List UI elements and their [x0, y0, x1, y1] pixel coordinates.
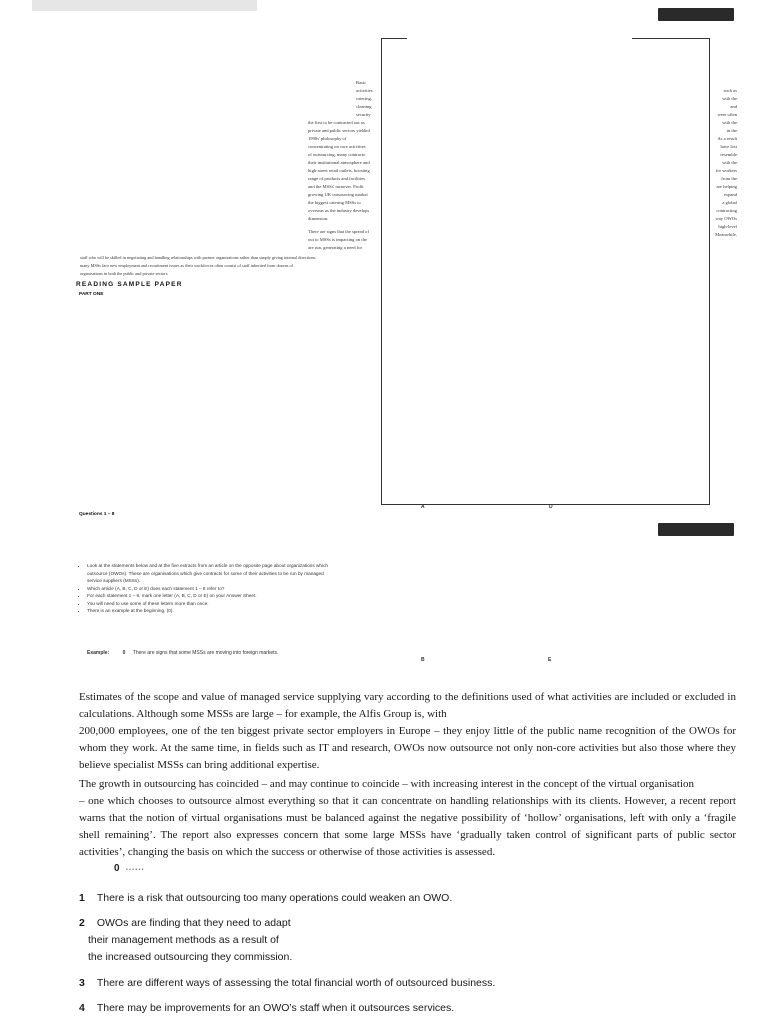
article-line: from the: [721, 176, 737, 181]
statement-number: 1: [79, 892, 85, 904]
middle-right-tab: [658, 523, 734, 536]
article-line: in the: [726, 128, 737, 133]
statement-text: There are different ways of assessing the total financial worth of outsourced business.: [96, 977, 496, 989]
article-line: their institutional atmosphere and: [308, 160, 370, 165]
main-article-text: [79, 689, 736, 861]
article-line: with the: [722, 160, 737, 165]
instruction-item: • Which article (A, B, C, D or E) does each statement 1 – 8 refer to?: [87, 585, 335, 593]
article-line: growing UK outsourcing market: [308, 192, 368, 197]
article-line: expand: [723, 192, 737, 197]
statement-1: [79, 890, 452, 907]
instruction-item: • You will need to use some of these letters more than once.: [87, 600, 335, 608]
article-line: and: [730, 104, 737, 109]
reading-title: READING SAMPLE PAPER: [76, 281, 183, 288]
statement-3: [79, 975, 495, 992]
statement-text: OWOs are finding that they need to adapt: [96, 917, 291, 929]
article-line: such as: [723, 88, 737, 93]
article-line: dimension.: [308, 216, 329, 221]
article-paragraph-2: [308, 228, 384, 252]
statement-text-cont: their management methods as a result of: [88, 934, 279, 946]
article-line: activities: [356, 88, 373, 93]
article-line: of outsourcing, many contracto: [308, 152, 366, 157]
statement-number: 4: [79, 1002, 85, 1014]
article-line: overseas as the industry develops: [308, 208, 370, 213]
article-line: security: [356, 112, 371, 117]
article-line: private and public sectors yielded: [308, 128, 370, 133]
frame-label-b: B: [421, 657, 425, 663]
article-line: staff who will be skilled in negotiating and handling relationships with partner organisations rather than simply giving internal directions.: [80, 255, 317, 260]
frame-label-a: A: [421, 504, 425, 510]
example-label: Example:: [87, 650, 110, 656]
part-label: PART ONE: [79, 292, 104, 297]
instruction-item: • Look at the statements below and at the five extracts from an article on the opposite page about organizations which outsource (OWOs). These are organisations which give contracts for some of their activities to be run by managed service suppliers (MSSs).: [87, 562, 335, 585]
article-line: for workers: [715, 168, 737, 173]
article-line: cleaning: [356, 104, 372, 109]
instructions-list: [79, 562, 335, 615]
article-line: way OWOs: [715, 216, 737, 221]
article-paragraph: Estimates of the scope and value of managed service supplying vary according to the definitions used of what activities are included or excluded in calculations. Although some MSSs are large – for example, the Alfis Group is, with: [79, 691, 736, 720]
article-line: contracting: [716, 208, 737, 213]
instruction-item: • For each statement 1 – 8, mark one letter (A, B, C, D or E) on your Answer Sheet.: [87, 592, 335, 600]
answer-dots: • • • • • •: [126, 867, 144, 873]
example-row: [87, 650, 278, 656]
example-text: There are signs that some MSSs are moving into foreign markets.: [132, 650, 279, 656]
article-line: resemble: [720, 152, 737, 157]
answer-marker: [114, 858, 143, 876]
statement-number: 2: [79, 917, 85, 929]
article-frame: [381, 38, 710, 505]
answer-number: 0: [114, 863, 120, 874]
article-line: with the: [722, 96, 737, 101]
article-line: 1990s' philosophy of: [308, 136, 347, 141]
article-line: concentrating on core activities: [308, 144, 366, 149]
statement-text: There may be improvements for an OWO’s staff when it outsources services.: [96, 1002, 455, 1014]
article-line: the biggest catering MSSs to: [308, 200, 361, 205]
article-line: Meanwhile,: [715, 232, 737, 237]
article-line: Basic: [356, 80, 367, 85]
top-right-tab: [658, 8, 734, 21]
article-paragraph-1: [308, 119, 384, 223]
article-line: range of products and facilities: [308, 176, 365, 181]
article-paragraph: 200,000 employees, one of the ten biggest private sector employers in Europe – they enjoy little of the public name recognition of the OWOs for whom they work. At the same time, in fields such as IT and research, OWOs now outsource not only non-core activities but also those where they believe specialist MSSs can bring additional expertise.: [79, 725, 736, 771]
article-line: high-street retail outlets, boosting: [308, 168, 370, 173]
statement-number: 3: [79, 977, 85, 989]
article-line: and the MSSs' turnover. Profit: [308, 184, 364, 189]
article-line: have lost: [720, 144, 737, 149]
article-right-column: [709, 87, 737, 239]
statement-4: [79, 1000, 454, 1017]
article-line: There are signs that the spread of: [308, 229, 369, 234]
article-line: catering,: [356, 96, 372, 101]
article-line: a global: [722, 200, 737, 205]
article-line: high-level: [718, 224, 737, 229]
article-paragraph: – one which chooses to outsource almost everything so that it can concentrate on handling relationships with its clients. However, a recent report warns that the notion of virtual organisations must be balanced against the negative possibility of ‘hollow’ organisations, left with only a ‘fragile shell remaining’. The report also expresses concern that some large MSSs have ‘gradually taken control of significant parts of public sector activities’, changing the basis on which the success or otherwise of those activities is assessed.: [79, 795, 736, 858]
article-line: the first to be contracted out as: [308, 120, 365, 125]
article-line: are run, generating a need for: [308, 245, 363, 250]
article-left-column: [356, 79, 386, 119]
article-line: organisations in both the public and private sectors.: [80, 271, 169, 276]
article-line: many MSSs face new employment and recruitment issues as their workforces often consist of staff inherited from dozens of: [80, 263, 294, 268]
article-line: As a result: [717, 136, 737, 141]
article-line: were often: [717, 112, 737, 117]
frame-label-d: D: [549, 504, 553, 510]
instruction-item: • There is an example at the beginning, (0).: [87, 607, 335, 615]
header-bar: [32, 0, 257, 11]
article-paragraph: The growth in outsourcing has coincided – and may continue to coincide – with increasing interest in the concept of the virtual organisation: [79, 778, 695, 790]
statement-text: There is a risk that outsourcing too many operations could weaken an OWO.: [96, 892, 453, 904]
article-line: out to MSSs is impacting on the: [308, 237, 367, 242]
article-line: are helping: [716, 184, 737, 189]
example-number: 0: [122, 650, 126, 656]
article-wide-lines: [80, 254, 385, 278]
questions-heading: Questions 1 – 8: [79, 512, 115, 517]
statement-2: [79, 915, 292, 966]
statement-text-cont: the increased outsourcing they commission.: [88, 951, 293, 963]
frame-label-e: E: [548, 657, 552, 663]
article-line: with the: [722, 120, 737, 125]
